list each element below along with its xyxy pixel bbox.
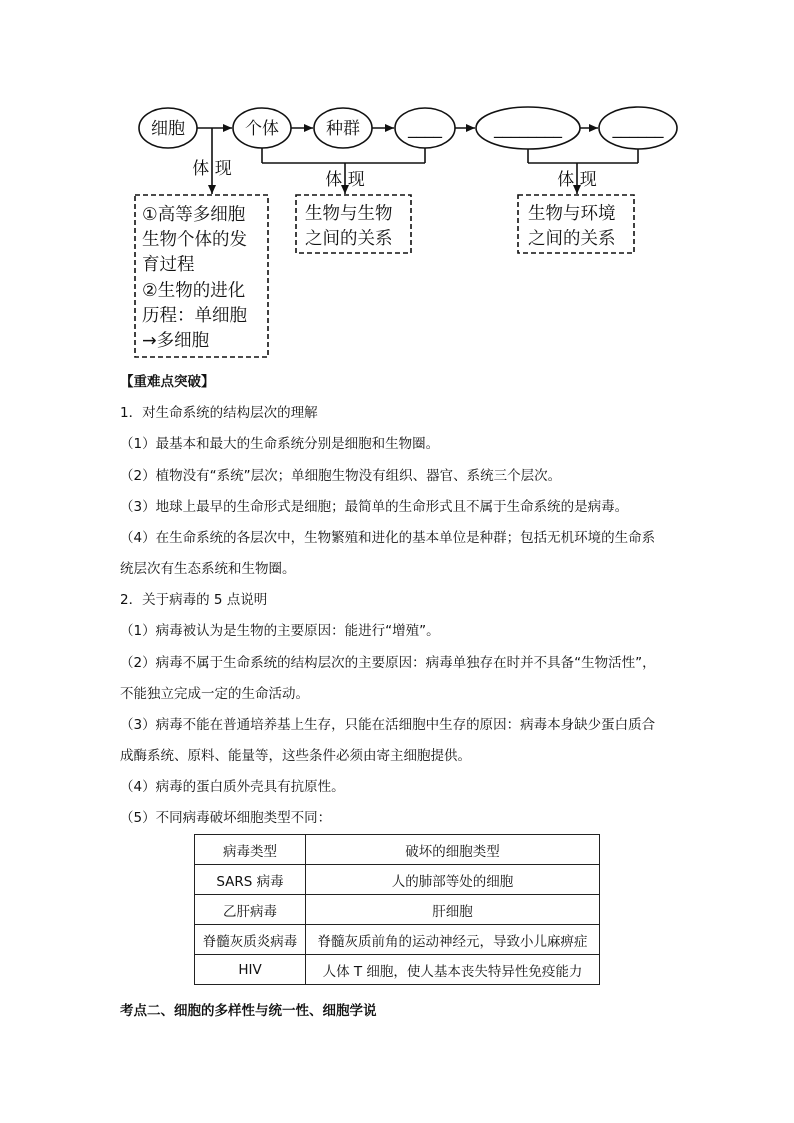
section-heading: 【重难点突破】 xyxy=(120,374,215,390)
node-cell-label: 细胞 xyxy=(151,119,185,139)
note-right-line-1: 生物与环境 xyxy=(528,204,616,224)
p1-item-4: （4）在生命系统的各层次中，生物繁殖和进化的基本单位是种群；包括无机环境的生命系 xyxy=(120,530,656,546)
p1-item-1: （1）最基本和最大的生命系统分别是细胞和生物圈。 xyxy=(120,436,440,452)
node-community-blank-label: ____ xyxy=(408,119,442,139)
table-cell: 肝细胞 xyxy=(306,895,600,925)
table-cell: SARS 病毒 xyxy=(195,865,306,895)
p1-item-2: （2）植物没有“系统”层次；单细胞生物没有组织、器官、系统三个层次。 xyxy=(120,468,562,484)
note-right-line-2: 之间的关系 xyxy=(528,229,616,249)
p1-item-4-cont: 统层次有生态系统和生物圈。 xyxy=(120,561,296,577)
table-cell: 人体 T 细胞，使人基本丧失特异性免疫能力 xyxy=(306,955,600,985)
table-cell: 乙肝病毒 xyxy=(195,895,306,925)
note-left-line-3: 育过程 xyxy=(142,255,195,275)
table-row xyxy=(195,955,600,985)
table-row xyxy=(195,865,600,895)
footer-heading: 考点二、细胞的多样性与统一性、细胞学说 xyxy=(120,1003,377,1019)
note-left-line-5: 历程：单细胞 xyxy=(142,306,247,326)
note-left-line-6: →多细胞 xyxy=(142,331,210,351)
p1-item-3: （3）地球上最早的生命形式是细胞；最简单的生命形式且不属于生命系统的是病毒。 xyxy=(120,499,629,515)
p2-item-1: （1）病毒被认为是生物的主要原因：能进行“增殖”。 xyxy=(120,623,440,639)
table-header-cell-type: 破坏的细胞类型 xyxy=(306,835,600,865)
p2-item-5: （5）不同病毒破坏细胞类型不同： xyxy=(120,810,332,826)
node-population-label: 种群 xyxy=(326,119,360,139)
table-header-virus-type: 病毒类型 xyxy=(195,835,306,865)
p2-title: 2．关于病毒的 5 点说明 xyxy=(120,592,268,608)
virus-cell-type-table xyxy=(194,834,600,985)
table-cell: HIV xyxy=(195,955,306,985)
p2-item-3-cont: 成酶系统、原料、能量等，这些条件必须由寄主细胞提供。 xyxy=(120,748,471,764)
table-header-row xyxy=(195,835,600,865)
table-row xyxy=(195,925,600,955)
p2-item-2-cont: 不能独立完成一定的生命活动。 xyxy=(120,686,309,702)
p1-title: 1．对生命系统的结构层次的理解 xyxy=(120,405,318,421)
note-left-line-1: ①高等多细胞 xyxy=(142,205,246,225)
node-biosphere-blank-label: ______ xyxy=(612,119,664,139)
p2-item-3: （3）病毒不能在普通培养基上生存，只能在活细胞中生存的原因：病毒本身缺少蛋白质合 xyxy=(120,717,656,733)
note-middle-line-2: 之间的关系 xyxy=(305,229,393,249)
note-left-line-2: 生物个体的发 xyxy=(142,230,247,250)
reflect-label-right: 体 现 xyxy=(557,170,597,190)
table-cell: 人的肺部等处的细胞 xyxy=(306,865,600,895)
p2-item-4: （4）病毒的蛋白质外壳具有抗原性。 xyxy=(120,779,345,795)
life-system-hierarchy-diagram xyxy=(0,0,794,370)
table-cell: 脊髓灰质炎病毒 xyxy=(195,925,306,955)
table-row xyxy=(195,895,600,925)
node-ecosystem-blank-label: ________ xyxy=(494,119,562,139)
note-left-line-4: ②生物的进化 xyxy=(142,281,246,301)
table-cell: 脊髓灰质前角的运动神经元，导致小儿麻痹症 xyxy=(306,925,600,955)
note-middle-line-1: 生物与生物 xyxy=(305,204,393,224)
node-individual-label: 个体 xyxy=(245,119,279,139)
reflect-label-left: 体 现 xyxy=(192,159,232,179)
reflect-label-middle: 体 现 xyxy=(325,170,365,190)
p2-item-2: （2）病毒不属于生命系统的结构层次的主要原因：病毒单独存在时并不具备“生物活性”， xyxy=(120,655,656,671)
